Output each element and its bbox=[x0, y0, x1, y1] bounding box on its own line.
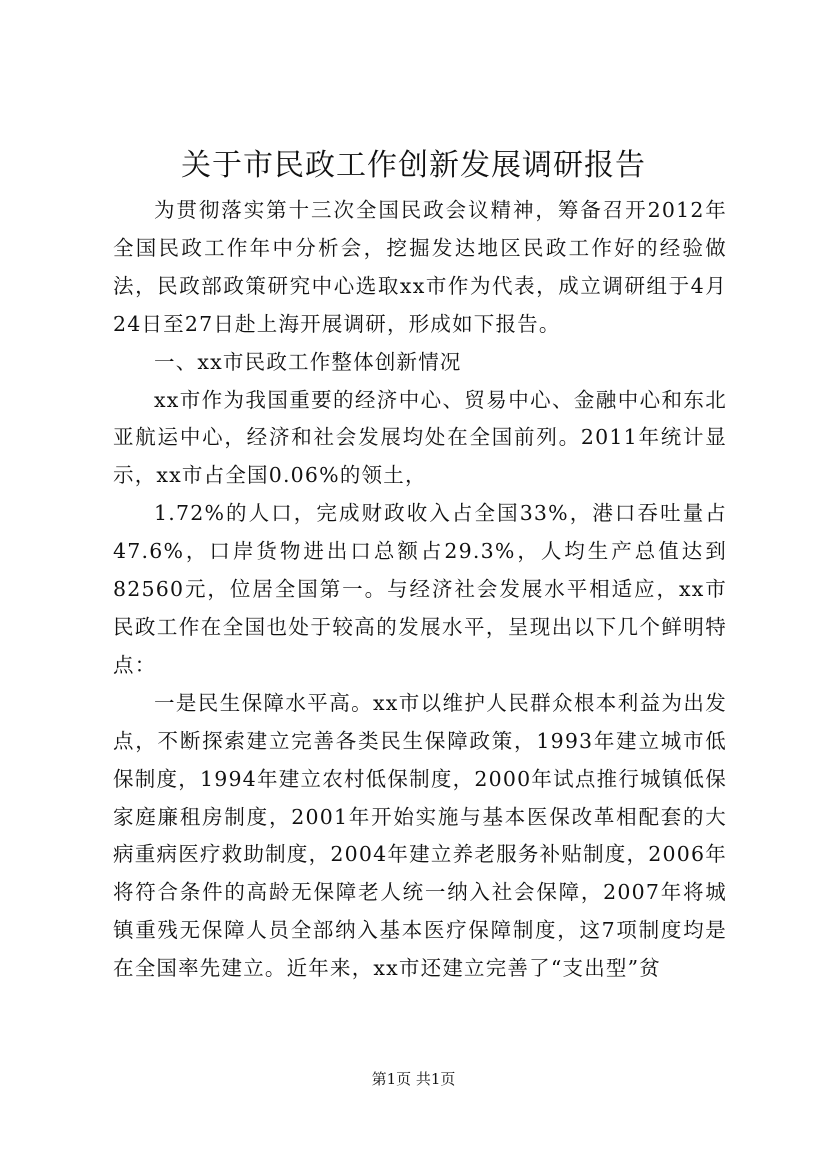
paragraph-feature-one: 一是民生保障水平高。xx市以维护人民群众根本利益为出发点，不断探索建立完善各类民生保障政策，1993年建立城市低保制度，1994年建立农村低保制度，2000年试点推行城镇低保家庭廉租房制度，2001年开始实施与基本医保改革相配套的大病重病医疗救助制度，2004年建立养老服务补贴制度，2006年将符合条件的高龄无保障老人统一纳入社会保障，2007年将城镇重残无保障人员全部纳入基本医疗保障制度，这7项制度均是在全国率先建立。近年来，xx市还建立完善了“支出型”贫 bbox=[113, 690, 727, 981]
document-title: 关于市民政工作创新发展调研报告 bbox=[181, 148, 646, 183]
document-body bbox=[113, 192, 727, 988]
page-footer: 第1页 共1页 bbox=[371, 1070, 456, 1088]
paragraph-statistics: 1.72%的人口，完成财政收入占全国33%，港口吞吐量占47.6%，口岸货物进出口总额占29.3%，人均生产总值达到82560元，位居全国第一。与经济社会发展水平相适应，xx市民政工作在全国也处于较高的发展水平，呈现出以下几个鲜明特点： bbox=[113, 501, 727, 677]
paragraph-overview: xx市作为我国重要的经济中心、贸易中心、金融中心和东北亚航运中心，经济和社会发展均处在全国前列。2011年统计显示，xx市占全国0.06%的领土， bbox=[113, 387, 727, 488]
paragraph-intro: 为贯彻落实第十三次全国民政会议精神，筹备召开2012年全国民政工作年中分析会，挖掘发达地区民政工作好的经验做法，民政部政策研究中心选取xx市作为代表，成立调研组于4月24日至27日赴上海开展调研，形成如下报告。 bbox=[113, 198, 727, 336]
section-heading: 一、xx市民政工作整体创新情况 bbox=[154, 349, 462, 374]
